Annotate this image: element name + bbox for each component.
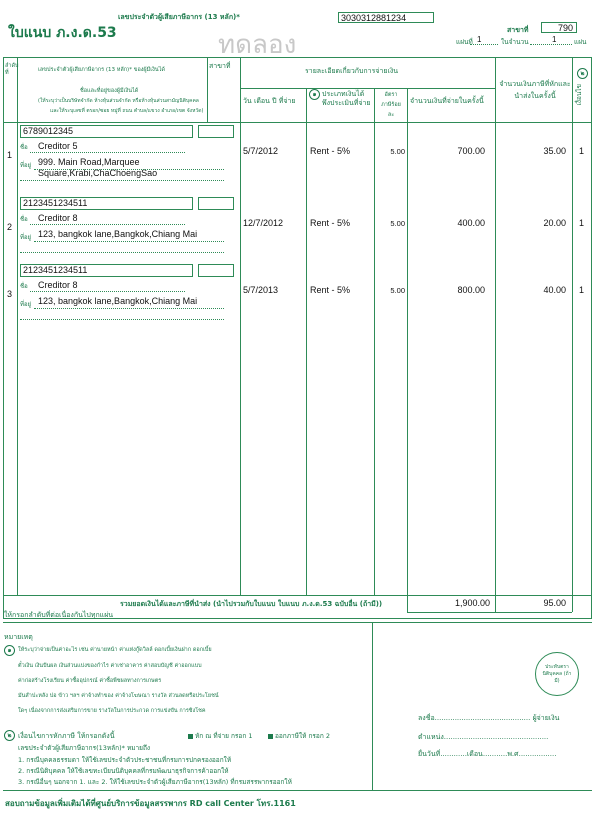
- row-tin-box: [20, 264, 193, 277]
- row-branch-box: [198, 125, 234, 138]
- note-line-2: ตั๋วเงิน เงินปันผล เงินส่วนแบ่งของกำไร ค่าเช่าอาคาร ค่าสอบบัญชี ค่าออกแบบ: [18, 663, 202, 669]
- row-name-label: ชื่อ: [20, 144, 28, 151]
- row-name-label: ชื่อ: [20, 283, 28, 290]
- row-tax: 20.00: [543, 218, 566, 228]
- row-cond: 1: [579, 285, 585, 295]
- total-tax: 95.00: [543, 598, 566, 608]
- row-addr-1: 999. Main Road,Marquee: [38, 157, 140, 167]
- tin-note-4: 3. กรณีอื่นๆ นอกจาก 1. และ 2. ให้ใช้เลขประจำตัวผู้เสียภาษีอากร(13หลัก) ที่กรมสรรพากรออกให้: [18, 778, 292, 786]
- note-line-1: ให้ระบุว่าจ่ายเป็นค่าอะไร เช่น ค่านายหน้า ค่าแห่งกู๊ดวิลล์ ดอกเบี้ยเงินฝาก ดอกเบี้ย: [18, 647, 212, 653]
- branch-value: 790: [557, 23, 573, 33]
- of-value: 1: [552, 35, 557, 44]
- tin-note-1: เลขประจำตัวผู้เสียภาษีอากร(13หลัก)* หมายถึง: [18, 744, 151, 752]
- cond-title: เงื่อนไขการหักภาษี ให้กรอกดังนี้: [18, 732, 115, 740]
- footer: สอบถามข้อมูลเพิ่มเติมได้ที่ศูนย์บริการข้อมูลสรรพากร RD call Center โทร.1161: [5, 799, 296, 808]
- row-tin-box: [20, 125, 193, 138]
- row-tin: 6789012345: [23, 126, 74, 136]
- row-addr-2: Square,Krabi,ChaChoengSao: [38, 168, 158, 178]
- row-tax: 35.00: [543, 146, 566, 156]
- col-tax: จำนวนเงินภาษีที่หักและนำส่งในครั้งนี้: [499, 80, 571, 100]
- row-cond: 1: [579, 218, 585, 228]
- main-table: [3, 57, 592, 619]
- row-date: 5/7/2013: [243, 285, 279, 295]
- col-date: วัน เดือน ปี ที่จ่าย: [243, 97, 296, 105]
- row-type: Rent - 5%: [310, 285, 351, 295]
- tin-value: 3030312881234: [341, 13, 407, 23]
- row-seq: 3: [7, 289, 13, 299]
- seal-label: ประทับตรานิติบุคคล (ถ้ามี): [542, 663, 572, 684]
- row-addr-label: ที่อยู่: [20, 162, 32, 169]
- col-payee-name: ชื่อและที่อยู่ของผู้มีเงินได้: [80, 88, 139, 94]
- col-payee-note2: และให้ระบุเลขที่ ตรอก/ซอย หมู่ที่ ถนน ตำบล/แขวง อำเภอ/เขต จังหวัด): [50, 108, 204, 114]
- row-cond: 1: [579, 146, 585, 156]
- cond-opt-1-label: หัก ณ ที่จ่าย กรอก 1: [195, 732, 253, 740]
- row-addr-1: 123, bangkok lane,Bangkok,Chiang Mai: [38, 296, 198, 306]
- row-type: Rent - 5%: [310, 218, 351, 228]
- row-amount: 400.00: [457, 218, 485, 228]
- filed-line: ยื่นวันที่............เดือน...........พ.ศ.................: [418, 750, 557, 758]
- sign-line: ลงชื่อ........................................... ผู้จ่ายเงิน: [418, 714, 560, 722]
- sheet-label: แผ่นที่: [456, 38, 473, 46]
- row-name: Creditor 8: [38, 213, 78, 223]
- watermark: ทดลอง: [218, 30, 297, 60]
- row-name: Creditor 8: [38, 280, 78, 290]
- row-branch-box: [198, 264, 234, 277]
- note-icon-2: ๑: [4, 645, 15, 656]
- company-seal: [535, 652, 579, 696]
- row-rate: 5.00: [390, 147, 405, 156]
- note-line-3: ค่าก่อสร้างโรงเรียน ค่าซื้ออุปกรณ์ ค่าซื้อพืชผลทางการเกษตร: [18, 678, 162, 684]
- cond-icon-2: ๒: [4, 730, 15, 741]
- total-amount: 1,900.00: [454, 598, 490, 608]
- cond-opt-2: [268, 732, 330, 741]
- cond-icon: ๒: [577, 68, 588, 79]
- row-rate: 5.00: [390, 286, 405, 295]
- total-label: รวมยอดเงินได้และภาษีที่นำส่ง (นำไปรวมกับใบแนบ ใบแนบ ภ.ง.ด.53 ฉบับอื่น (ถ้ามี)): [120, 600, 383, 608]
- cond-opt-1: [188, 732, 252, 741]
- row-amount: 800.00: [457, 285, 485, 295]
- row-tin: 2123451234511: [23, 265, 88, 275]
- tin-note-2: 1. กรณีบุคคลธรรมดา ให้ใช้เลขประจำตัวประชาชนที่กรมการปกครองออกให้: [18, 756, 232, 764]
- row-tin-box: [20, 197, 193, 210]
- col-rate: อัตราภาษีร้อยละ: [381, 92, 401, 118]
- tin-note-3: 2. กรณีนิติบุคคล ให้ใช้เลขทะเบียนนิติบุคคลที่กรมพัฒนาธุรกิจการค้าออกให้: [18, 767, 229, 775]
- row-addr-1: 123, bangkok lane,Bangkok,Chiang Mai: [38, 229, 198, 239]
- branch-box: [541, 22, 577, 33]
- col-details: รายละเอียดเกี่ยวกับการจ่ายเงิน: [305, 67, 399, 75]
- row-type: Rent - 5%: [310, 146, 351, 156]
- note-remark: หมายเหตุ: [4, 633, 33, 641]
- row-branch-box: [198, 197, 234, 210]
- row-rate: 5.00: [390, 219, 405, 228]
- row-tin: 2123451234511: [23, 198, 88, 208]
- tin-label: เลขประจำตัวผู้เสียภาษีอากร (13 หลัก)*: [118, 13, 240, 21]
- col-amount: จำนวนเงินที่จ่ายในครั้งนี้: [410, 97, 484, 105]
- tin-value-box: [338, 12, 434, 23]
- of-label: ในจำนวน: [501, 38, 529, 46]
- row-name: Creditor 5: [38, 141, 78, 151]
- sheet-unit: แผ่น: [574, 38, 587, 46]
- row-name-label: ชื่อ: [20, 216, 28, 223]
- cond-opt-2-label: ออกภาษีให้ กรอก 2: [275, 732, 330, 740]
- note-line-4: มันสำปะหลัง ปอ ข้าว ฯลฯ ค่าจ้างทำของ ค่าจ้างโฆษณา รางวัล ส่วนลดหรือประโยชน์: [18, 693, 219, 699]
- row-date: 5/7/2012: [243, 146, 279, 156]
- col-payee: เลขประจำตัวผู้เสียภาษีอากร (13 หลัก)* ของผู้มีเงินได้: [38, 67, 165, 73]
- col-type: ประเภทเงินได้พึงประเมินที่จ่าย: [322, 90, 371, 107]
- col-payee-note1: (ให้ระบุว่าเป็นบริษัทจำกัด ห้างหุ้นส่วนจำกัด หรือห้างหุ้นส่วนสามัญนิติบุคคล: [38, 98, 199, 104]
- position-line: ตำแหน่ง...............................................: [418, 733, 549, 741]
- note-continue: ให้กรอกลำดับที่ต่อเนื่องกันไปทุกแผ่น: [4, 611, 114, 619]
- sheet-value: 1: [477, 35, 482, 44]
- note-line-5: ใดๆ เนื่องจากการส่งเสริมการขาย รางวัลในการประกวด การแข่งขัน การชิงโชค: [18, 708, 206, 714]
- branch-label: สาขาที่: [507, 26, 529, 34]
- col-seq: ลำดับที่: [5, 63, 19, 76]
- row-date: 12/7/2012: [243, 218, 284, 228]
- row-seq: 2: [7, 222, 13, 232]
- col-cond: เงื่อนไข: [575, 84, 583, 106]
- note-icon: ๑: [309, 89, 320, 100]
- row-seq: 1: [7, 150, 13, 160]
- row-tax: 40.00: [543, 285, 566, 295]
- row-amount: 700.00: [457, 146, 485, 156]
- col-branch: สาขาที่: [209, 62, 231, 70]
- row-addr-label: ที่อยู่: [20, 234, 32, 241]
- form-title: ใบแนบ ภ.ง.ด.53: [8, 25, 117, 41]
- row-addr-label: ที่อยู่: [20, 301, 32, 308]
